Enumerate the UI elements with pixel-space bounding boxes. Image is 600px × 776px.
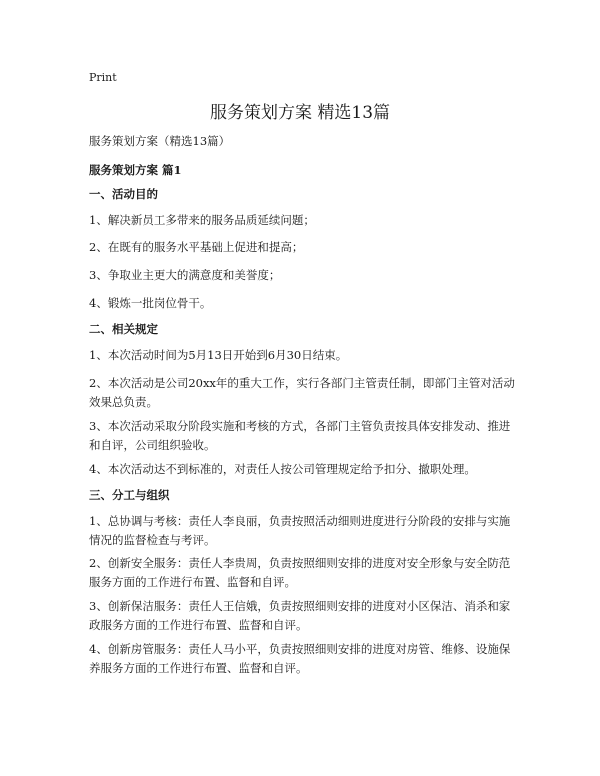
section-title: 服务策划方案 篇1 <box>89 163 182 177</box>
heading-activity-purpose: 一、活动目的 <box>89 187 158 201</box>
document-subtitle: 服务策划方案（精选13篇） <box>89 134 231 148</box>
paragraph: 2、在既有的服务水平基础上促进和提高； <box>89 240 304 254</box>
document-title: 服务策划方案 精选13篇 <box>209 103 391 123</box>
paragraph: 3、创新保洁服务：责任人王信娥，负责按照细则安排的进度对小区保洁、消杀和家政服务方面的工作进行布置、监督和自评。 <box>89 599 511 632</box>
paragraph: 2、本次活动是公司20xx年的重大工作，实行各部门主管责任制，即部门主管对活动效果总负责。 <box>89 376 515 409</box>
paragraph: 2、创新安全服务：责任人李贵周，负责按照细则安排的进度对安全形象与安全防范服务方面的工作进行布置、监督和自评。 <box>89 556 511 589</box>
paragraph: 3、本次活动采取分阶段实施和考核的方式，各部门主管负责按具体安排发动、推进和自评，公司组织验收。 <box>89 419 511 452</box>
paragraph: 1、总协调与考核：责任人李良丽，负责按照活动细则进度进行分阶段的安排与实施情况的监督检查与考评。 <box>89 514 511 547</box>
heading-related-rules: 二、相关规定 <box>89 322 158 336</box>
paragraph: 4、本次活动达不到标准的，对责任人按公司管理规定给予扣分、撤职处理。 <box>89 462 476 476</box>
paragraph: 3、争取业主更大的满意度和美誉度； <box>89 268 281 282</box>
paragraph: 1、解决新员工多带来的服务品质延续问题； <box>89 213 315 227</box>
print-label[interactable]: Print <box>89 71 117 84</box>
heading-division-organization: 三、分工与组织 <box>89 488 170 502</box>
paragraph: 4、创新房管服务：责任人马小平，负责按照细则安排的进度对房管、维修、设施保养服务方面的工作进行布置、监督和自评。 <box>89 642 511 675</box>
paragraph: 4、锻炼一批岗位骨干。 <box>89 296 212 310</box>
paragraph: 1、本次活动时间为5月13日开始到6月30日结束。 <box>89 348 348 362</box>
